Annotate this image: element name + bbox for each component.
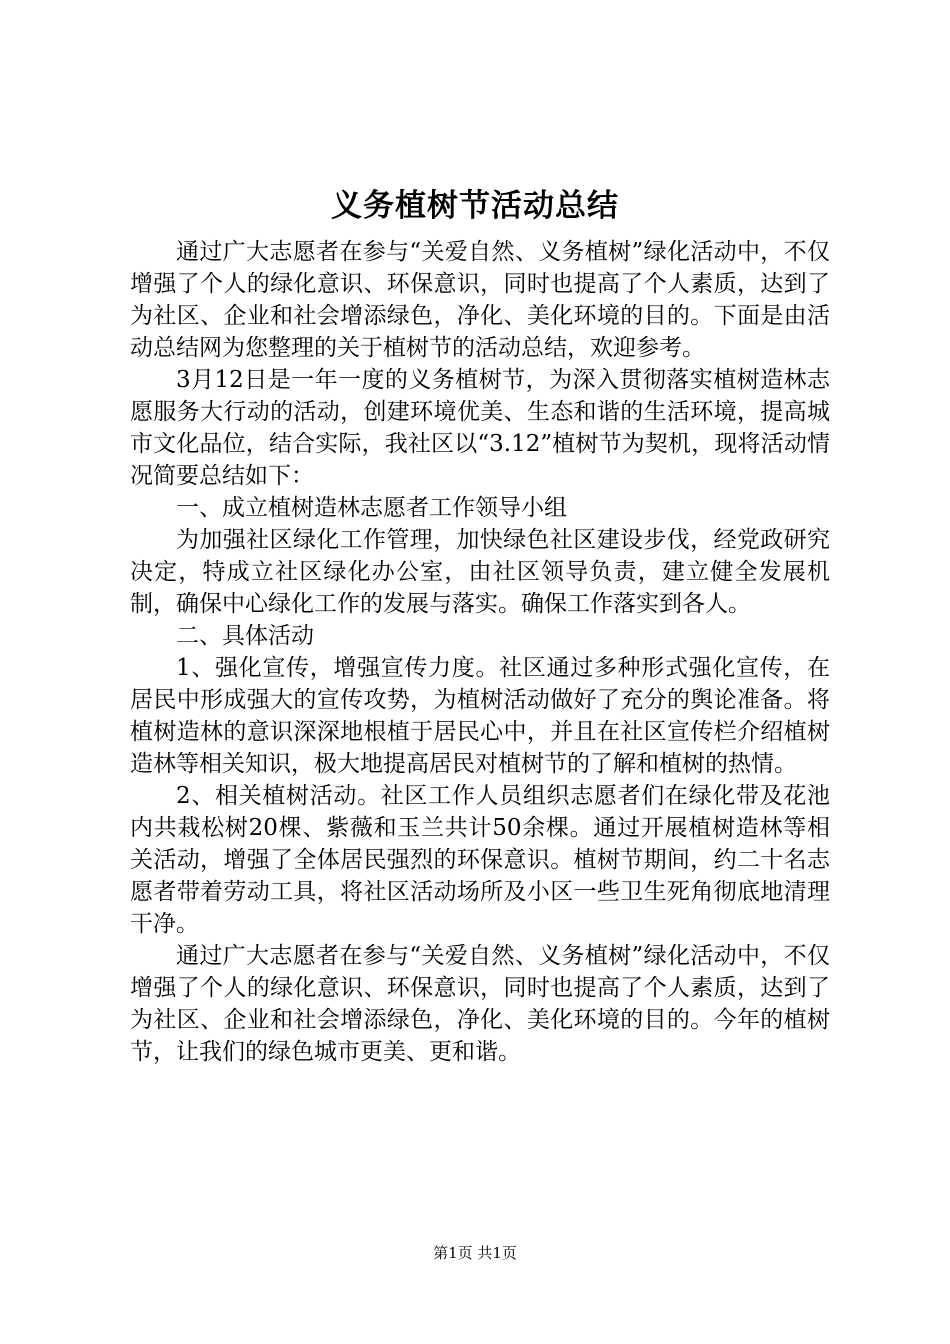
document-title: 义务植树节活动总结 xyxy=(331,188,619,224)
paragraph-intro: 通过广大志愿者在参与“关爱自然、义务植树”绿化活动中，不仅增强了个人的绿化意识、环保意识，同时也提高了个人素质，达到了为社区、企业和社会增添绿色，净化、美化环境的目的。下面是由活动总结网为您整理的关于植树节的活动总结，欢迎参考。 xyxy=(130,239,830,361)
page-footer: 第1页 共1页 xyxy=(433,1244,517,1262)
paragraph-section-1: 为加强社区绿化工作管理，加快绿色社区建设步伐，经党政研究决定，特成立社区绿化办公室，由社区领导负责，建立健全发展机制，确保中心绿化工作的发展与落实。确保工作落实到各人。 xyxy=(130,527,830,617)
paragraph-item-1: 1、强化宣传，增强宣传力度。社区通过多种形式强化宣传，在居民中形成强大的宣传攻势，为植树活动做好了充分的舆论准备。将植树造林的意识深深地根植于居民心中，并且在社区宣传栏介绍植树造林等相关知识，极大地提高居民对植树节的了解和植树的热情。 xyxy=(130,655,830,777)
section-heading-1: 一、成立植树造林志愿者工作领导小组 xyxy=(176,495,567,521)
paragraph-background: 3月12日是一年一度的义务植树节，为深入贯彻落实植树造林志愿服务大行动的活动，创建环境优美、生态和谐的生活环境，提高城市文化品位，结合实际，我社区以“3.12”植树节为契机，现将活动情况简要总结如下： xyxy=(130,367,830,489)
paragraph-item-2: 2、相关植树活动。社区工作人员组织志愿者们在绿化带及花池内共栽松树20棵、紫薇和玉兰共计50余棵。通过开展植树造林等相关活动，增强了全体居民强烈的环保意识。植树节期间，约二十名志愿者带着劳动工具，将社区活动场所及小区一些卫生死角彻底地清理干净。 xyxy=(130,783,830,937)
section-heading-2: 二、具体活动 xyxy=(176,623,314,649)
document-body xyxy=(130,236,830,1068)
paragraph-conclusion: 通过广大志愿者在参与“关爱自然、义务植树”绿化活动中，不仅增强了个人的绿化意识、环保意识，同时也提高了个人素质，达到了为社区、企业和社会增添绿色，净化、美化环境的目的。今年的植树节，让我们的绿色城市更美、更和谐。 xyxy=(130,943,830,1065)
